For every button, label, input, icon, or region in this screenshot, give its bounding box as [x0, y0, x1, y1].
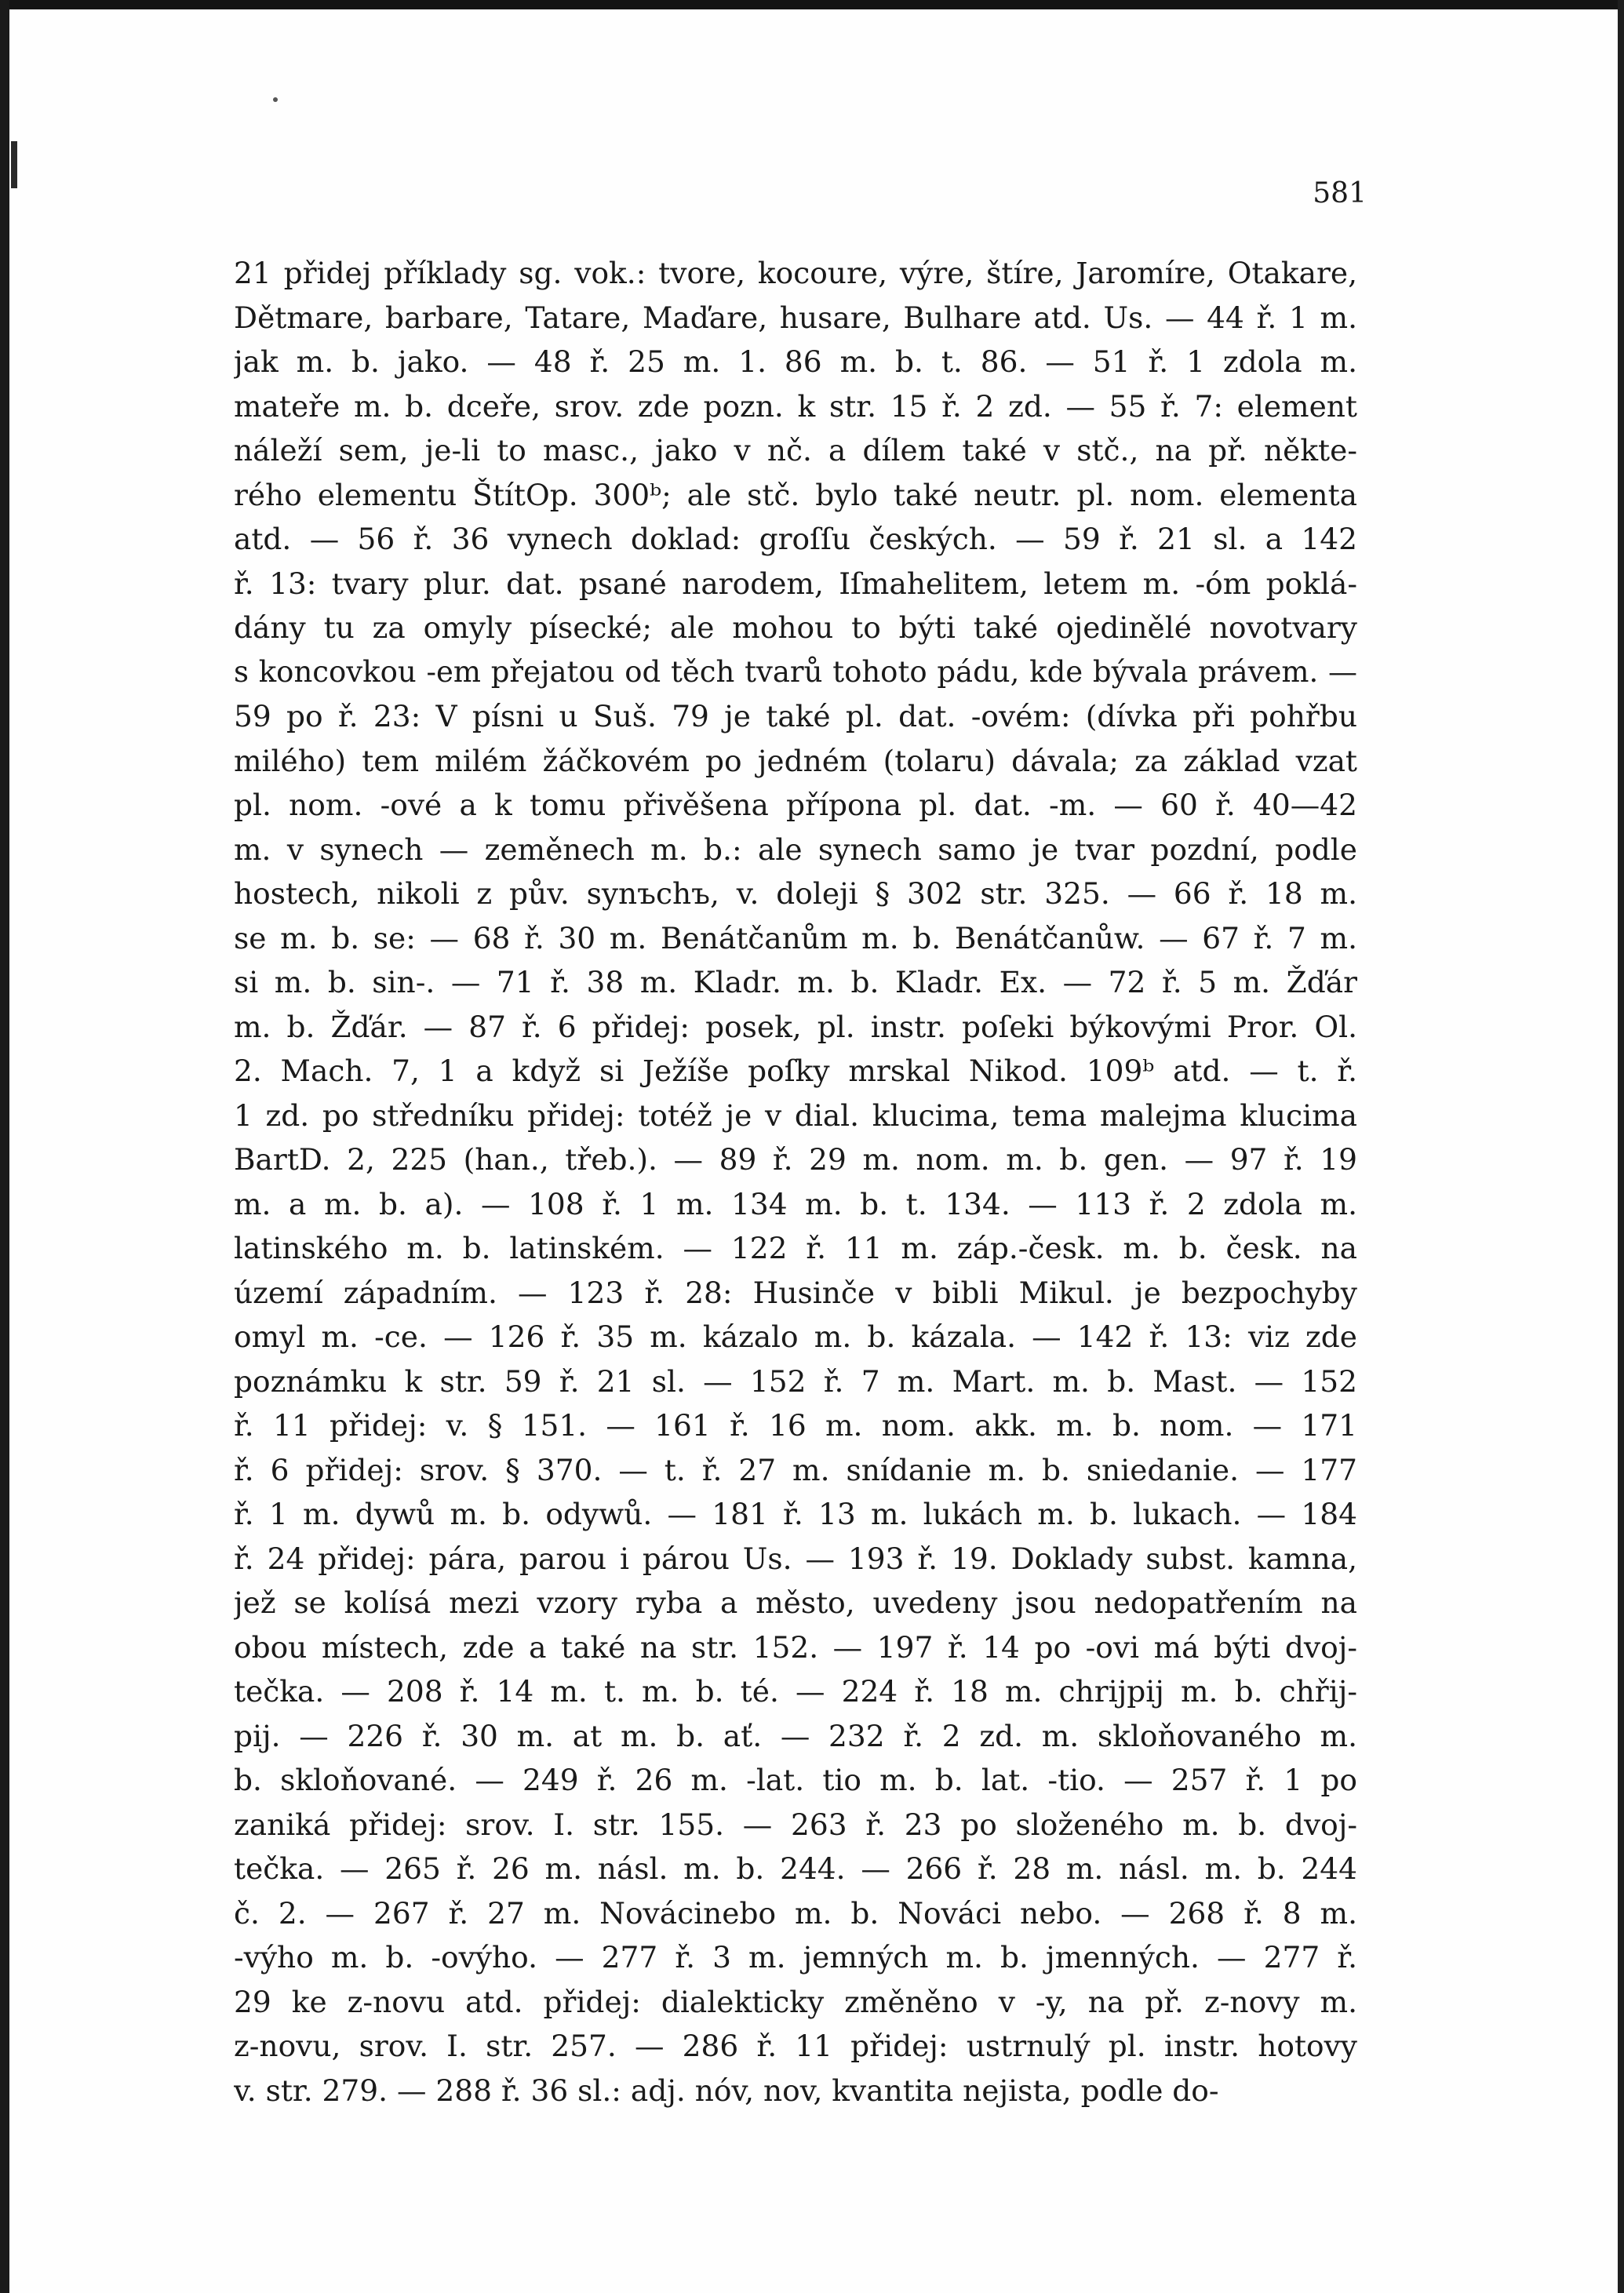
text-line: latinského m. b. latinském. — 122 ř. 11 m. záp.-česk. m. b. česk. na — [234, 1231, 1357, 1265]
text-line: obou místech, zde a také na str. 152. — 197 ř. 14 po -ovi má býti dvoj- — [234, 1629, 1357, 1665]
text-line: 59 po ř. 23: V písni u Suš. 79 je také pl. dat. -ovém: (dívka při pohřbu — [234, 699, 1357, 733]
text-line: jak m. b. jako. — 48 ř. 25 m. 1. 86 m. b. t. 86. — 51 ř. 1 zdola m. — [234, 344, 1357, 379]
text-line: si m. b. sin-. — 71 ř. 38 m. Kladr. m. b. Kladr. Ex. — 72 ř. 5 m. Žďár — [234, 965, 1357, 999]
dust-speck — [273, 97, 278, 102]
text-line: m. a m. b. a). — 108 ř. 1 m. 134 m. b. t. 134. — 113 ř. 2 zdola m. — [234, 1186, 1357, 1221]
text-line: Dětmare, barbare, Tatare, Maďare, husare, Bulhare atd. Us. — 44 ř. 1 m. — [234, 300, 1357, 335]
text-line: č. 2. — 267 ř. 27 m. Novácinebo m. b. Nováci nebo. — 268 ř. 8 m. — [234, 1895, 1357, 1931]
text-line: ř. 11 přidej: v. § 151. — 161 ř. 16 m. nom. akk. m. b. nom. — 171 — [234, 1408, 1357, 1443]
text-line: mateře m. b. dceře, srov. zde pozn. k str. 15 ř. 2 zd. — 55 ř. 7: element — [234, 388, 1357, 424]
text-line: rého elementu ŠtítOp. 300ᵇ; ale stč. bylo také neutr. pl. nom. elementa — [234, 477, 1357, 512]
text-line: území západním. — 123 ř. 28: Husinče v bibli Mikul. je bezpochyby — [234, 1275, 1357, 1310]
text-line: zaniká přidej: srov. I. str. 155. — 263 ř. 23 po složeného m. b. dvoj- — [234, 1807, 1357, 1842]
text-line: dány tu za omyly písecké; ale mohou to býti také ojedinělé novotvary — [234, 610, 1357, 645]
body-text — [234, 251, 1357, 2113]
text-line: 2. Mach. 7, 1 a když si Ježíše poſky mrskal Nikod. 109ᵇ atd. — t. ř. — [234, 1054, 1357, 1088]
text-line: pij. — 226 ř. 30 m. at m. b. ať. — 232 ř. 2 zd. m. skloňovaného m. — [234, 1718, 1357, 1753]
text-line: 29 ke z-novu atd. přidej: dialekticky změněno v -y, na př. z-novy m. — [234, 1984, 1357, 2019]
text-line: tečka. — 265 ř. 26 m. násl. m. b. 244. — 266 ř. 28 m. násl. m. b. 244 — [234, 1851, 1357, 1886]
text-line: -výho m. b. -ovýho. — 277 ř. 3 m. jemných m. b. jmenných. — 277 ř. — [234, 1940, 1357, 1975]
text-line: hostech, nikoli z pův. synъchъ, v. doleji § 302 str. 325. — 66 ř. 18 m. — [234, 876, 1357, 911]
text-line: milého) tem milém žáčkovém po jedném (tolaru) dávala; za základ vzat — [234, 743, 1357, 778]
text-line: ř. 24 přidej: pára, parou i párou Us. — 193 ř. 19. Doklady subst. kamna, — [234, 1541, 1357, 1576]
text-line: s koncovkou -em přejatou od těch tvarů tohoto pádu, kde bývala právem. — — [234, 654, 1357, 689]
text-line: m. v synech — zeměnech m. b.: ale synech samo je tvar pozdní, podle — [234, 832, 1357, 867]
text-line: omyl m. -ce. — 126 ř. 35 m. kázalo m. b. kázala. — 142 ř. 13: viz zde — [234, 1319, 1357, 1354]
text-line: 21 přidej příklady sg. vok.: tvore, kocoure, výre, štíre, Jaromíre, Otakare, — [234, 256, 1357, 290]
text-line: atd. — 56 ř. 36 vynech doklad: groſſu českých. — 59 ř. 21 sl. a 142 — [234, 522, 1357, 556]
text-line: náleží sem, je-li to masc., jako v nč. a dílem také v stč., na př. někte- — [234, 433, 1357, 468]
binding-mark — [11, 141, 17, 188]
page-number: 581 — [1313, 177, 1367, 209]
text-line: ř. 6 přidej: srov. § 370. — t. ř. 27 m. snídanie m. b. sniedanie. — 177 — [234, 1452, 1357, 1487]
text-line: b. skloňované. — 249 ř. 26 m. -lat. tio m. b. lat. -tio. — 257 ř. 1 po — [234, 1763, 1357, 1797]
text-line: jež se kolísá mezi vzory ryba a město, uvedeny jsou nedopatřením na — [234, 1585, 1357, 1620]
text-line: poznámku k str. 59 ř. 21 sl. — 152 ř. 7 m. Mart. m. b. Mast. — 152 — [234, 1363, 1357, 1399]
text-line: z-novu, srov. I. str. 257. — 286 ř. 11 přidej: ustrnulý pl. instr. hotovy — [234, 2029, 1357, 2063]
scan-border-left — [0, 0, 9, 2293]
text-line: se m. b. se: — 68 ř. 30 m. Benátčanům m. b. Benátčanůw. — 67 ř. 7 m. — [234, 920, 1357, 955]
scan-border-top — [0, 0, 1624, 9]
text-line: BartD. 2, 225 (han., třeb.). — 89 ř. 29 m. nom. m. b. gen. — 97 ř. 19 — [234, 1142, 1357, 1177]
scan-border-right — [1618, 0, 1624, 2293]
text-line: ř. 1 m. dywů m. b. odywů. — 181 ř. 13 m. lukách m. b. lukach. — 184 — [234, 1497, 1357, 1531]
text-line: v. str. 279. — 288 ř. 36 sl.: adj. nóv, nov, kvantita nejista, podle do- — [234, 2073, 1219, 2108]
text-line: ř. 13: tvary plur. dat. psané narodem, Iſmahelitem, letem m. -óm poklá- — [234, 566, 1357, 601]
text-line: m. b. Žďár. — 87 ř. 6 přidej: posek, pl. instr. poſeki býkovými Pror. Ol. — [234, 1009, 1357, 1044]
text-line: tečka. — 208 ř. 14 m. t. m. b. té. — 224 ř. 18 m. chrijpij m. b. chřij- — [234, 1674, 1357, 1709]
text-line: 1 zd. po středníku přidej: totéž je v dial. klucima, tema malejma klucima — [234, 1097, 1357, 1133]
text-line: pl. nom. -ové a k tomu přivěšena přípona pl. dat. -m. — 60 ř. 40—42 — [234, 788, 1357, 822]
